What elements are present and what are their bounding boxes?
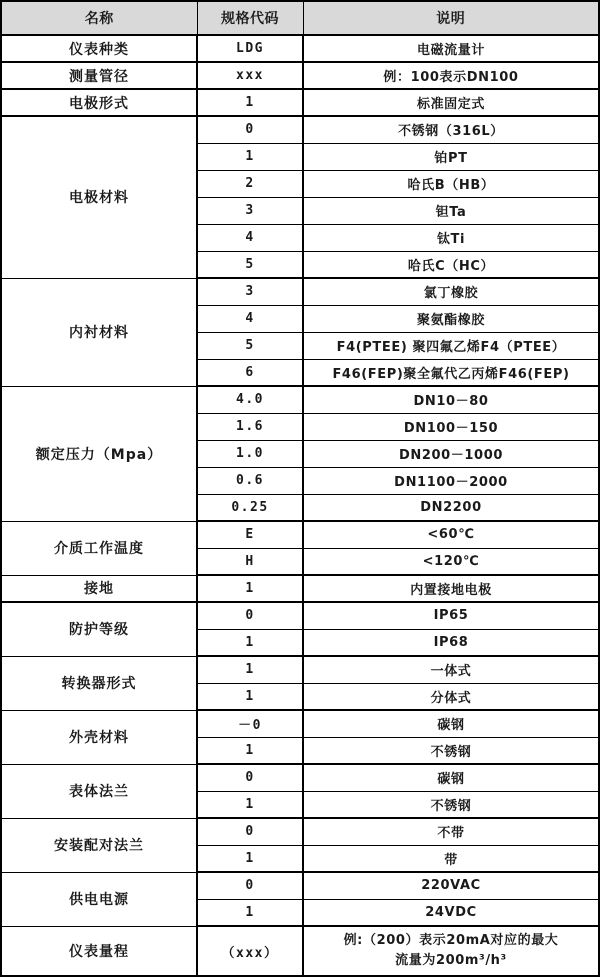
row-code: 1 xyxy=(197,791,303,818)
row-name: 介质工作温度 xyxy=(1,521,197,575)
row-code: 0 xyxy=(197,872,303,899)
row-code: xxx xyxy=(197,62,303,89)
row-description: DN100－150 xyxy=(303,413,599,440)
row-code: H xyxy=(197,548,303,575)
row-code: LDG xyxy=(197,35,303,62)
table-row xyxy=(1,62,599,89)
row-name: 供电电源 xyxy=(1,872,197,926)
row-code: 1 xyxy=(197,143,303,170)
row-name: 内衬材料 xyxy=(1,278,197,386)
row-code: 1 xyxy=(197,683,303,710)
row-description: 例:（200）表示20mA对应的最大 流量为200m³/h³ xyxy=(303,926,599,976)
row-description: 聚氨酯橡胶 xyxy=(303,305,599,332)
table-row xyxy=(1,116,599,143)
table-row xyxy=(1,764,599,791)
row-description: <120℃ xyxy=(303,548,599,575)
row-description: 一体式 xyxy=(303,656,599,683)
row-code: 1 xyxy=(197,575,303,602)
table-row xyxy=(1,656,599,683)
row-description: 哈氏C（HC） xyxy=(303,251,599,278)
row-description: 碳钢 xyxy=(303,764,599,791)
row-description: 铂PT xyxy=(303,143,599,170)
row-description: <60℃ xyxy=(303,521,599,548)
row-description: 分体式 xyxy=(303,683,599,710)
row-description: 带 xyxy=(303,845,599,872)
row-description: 24VDC xyxy=(303,899,599,926)
row-code: 0 xyxy=(197,818,303,845)
row-description: DN10－80 xyxy=(303,386,599,413)
table-row xyxy=(1,386,599,413)
table-row xyxy=(1,35,599,62)
row-name: 仪表量程 xyxy=(1,926,197,976)
row-code: 1 xyxy=(197,845,303,872)
row-code: －0 xyxy=(197,710,303,737)
table-row xyxy=(1,602,599,629)
row-description: DN200－1000 xyxy=(303,440,599,467)
table-row xyxy=(1,872,599,899)
row-description: 哈氏B（HB） xyxy=(303,170,599,197)
row-code: 1 xyxy=(197,899,303,926)
row-code: 0.6 xyxy=(197,467,303,494)
row-description: 例：100表示DN100 xyxy=(303,62,599,89)
column-header-description: 说明 xyxy=(303,1,599,35)
row-code: 2 xyxy=(197,170,303,197)
table-header xyxy=(1,1,599,35)
row-description: 钽Ta xyxy=(303,197,599,224)
table-row xyxy=(1,521,599,548)
table-row xyxy=(1,278,599,305)
row-description: F46(FEP)聚全氟代乙丙烯F46(FEP) xyxy=(303,359,599,386)
row-name: 电极形式 xyxy=(1,89,197,116)
row-description: 氯丁橡胶 xyxy=(303,278,599,305)
row-code: 5 xyxy=(197,251,303,278)
row-name: 安装配对法兰 xyxy=(1,818,197,872)
row-description: 电磁流量计 xyxy=(303,35,599,62)
row-description: 碳钢 xyxy=(303,710,599,737)
row-code: 4.0 xyxy=(197,386,303,413)
row-code: 0 xyxy=(197,116,303,143)
column-header-name: 名称 xyxy=(1,1,197,35)
row-name: 外壳材料 xyxy=(1,710,197,764)
row-description: 不带 xyxy=(303,818,599,845)
row-description: 标准固定式 xyxy=(303,89,599,116)
row-code: 0 xyxy=(197,602,303,629)
row-description: DN1100－2000 xyxy=(303,467,599,494)
table-row xyxy=(1,89,599,116)
row-code: 4 xyxy=(197,224,303,251)
row-code: 4 xyxy=(197,305,303,332)
table-row xyxy=(1,818,599,845)
table-body xyxy=(1,35,599,976)
table-row xyxy=(1,710,599,737)
row-description: F4(PTEE) 聚四氟乙烯F4（PTEE） xyxy=(303,332,599,359)
table-row xyxy=(1,926,599,976)
row-code: E xyxy=(197,521,303,548)
row-code: 1 xyxy=(197,629,303,656)
row-code: 6 xyxy=(197,359,303,386)
row-code: 1 xyxy=(197,89,303,116)
row-name: 转换器形式 xyxy=(1,656,197,710)
row-description: 不锈钢（316L） xyxy=(303,116,599,143)
row-description: 220VAC xyxy=(303,872,599,899)
row-name: 额定压力（Mpa） xyxy=(1,386,197,521)
row-name: 表体法兰 xyxy=(1,764,197,818)
row-code: 1 xyxy=(197,737,303,764)
row-code: 0 xyxy=(197,764,303,791)
row-description: 不锈钢 xyxy=(303,737,599,764)
row-code: 1.0 xyxy=(197,440,303,467)
row-description: IP68 xyxy=(303,629,599,656)
row-code: 1.6 xyxy=(197,413,303,440)
row-description: 钛Ti xyxy=(303,224,599,251)
row-description: 内置接地电极 xyxy=(303,575,599,602)
row-description: 不锈钢 xyxy=(303,791,599,818)
row-code: 0.25 xyxy=(197,494,303,521)
row-code: 3 xyxy=(197,278,303,305)
row-code: （xxx） xyxy=(197,926,303,976)
row-name: 仪表种类 xyxy=(1,35,197,62)
row-name: 防护等级 xyxy=(1,602,197,656)
row-name: 测量管径 xyxy=(1,62,197,89)
row-description: DN2200 xyxy=(303,494,599,521)
row-code: 1 xyxy=(197,656,303,683)
row-code: 3 xyxy=(197,197,303,224)
table-row xyxy=(1,575,599,602)
column-header-code: 规格代码 xyxy=(197,1,303,35)
table-header-row xyxy=(1,1,599,35)
row-description: IP65 xyxy=(303,602,599,629)
row-code: 5 xyxy=(197,332,303,359)
row-name: 接地 xyxy=(1,575,197,602)
row-name: 电极材料 xyxy=(1,116,197,278)
